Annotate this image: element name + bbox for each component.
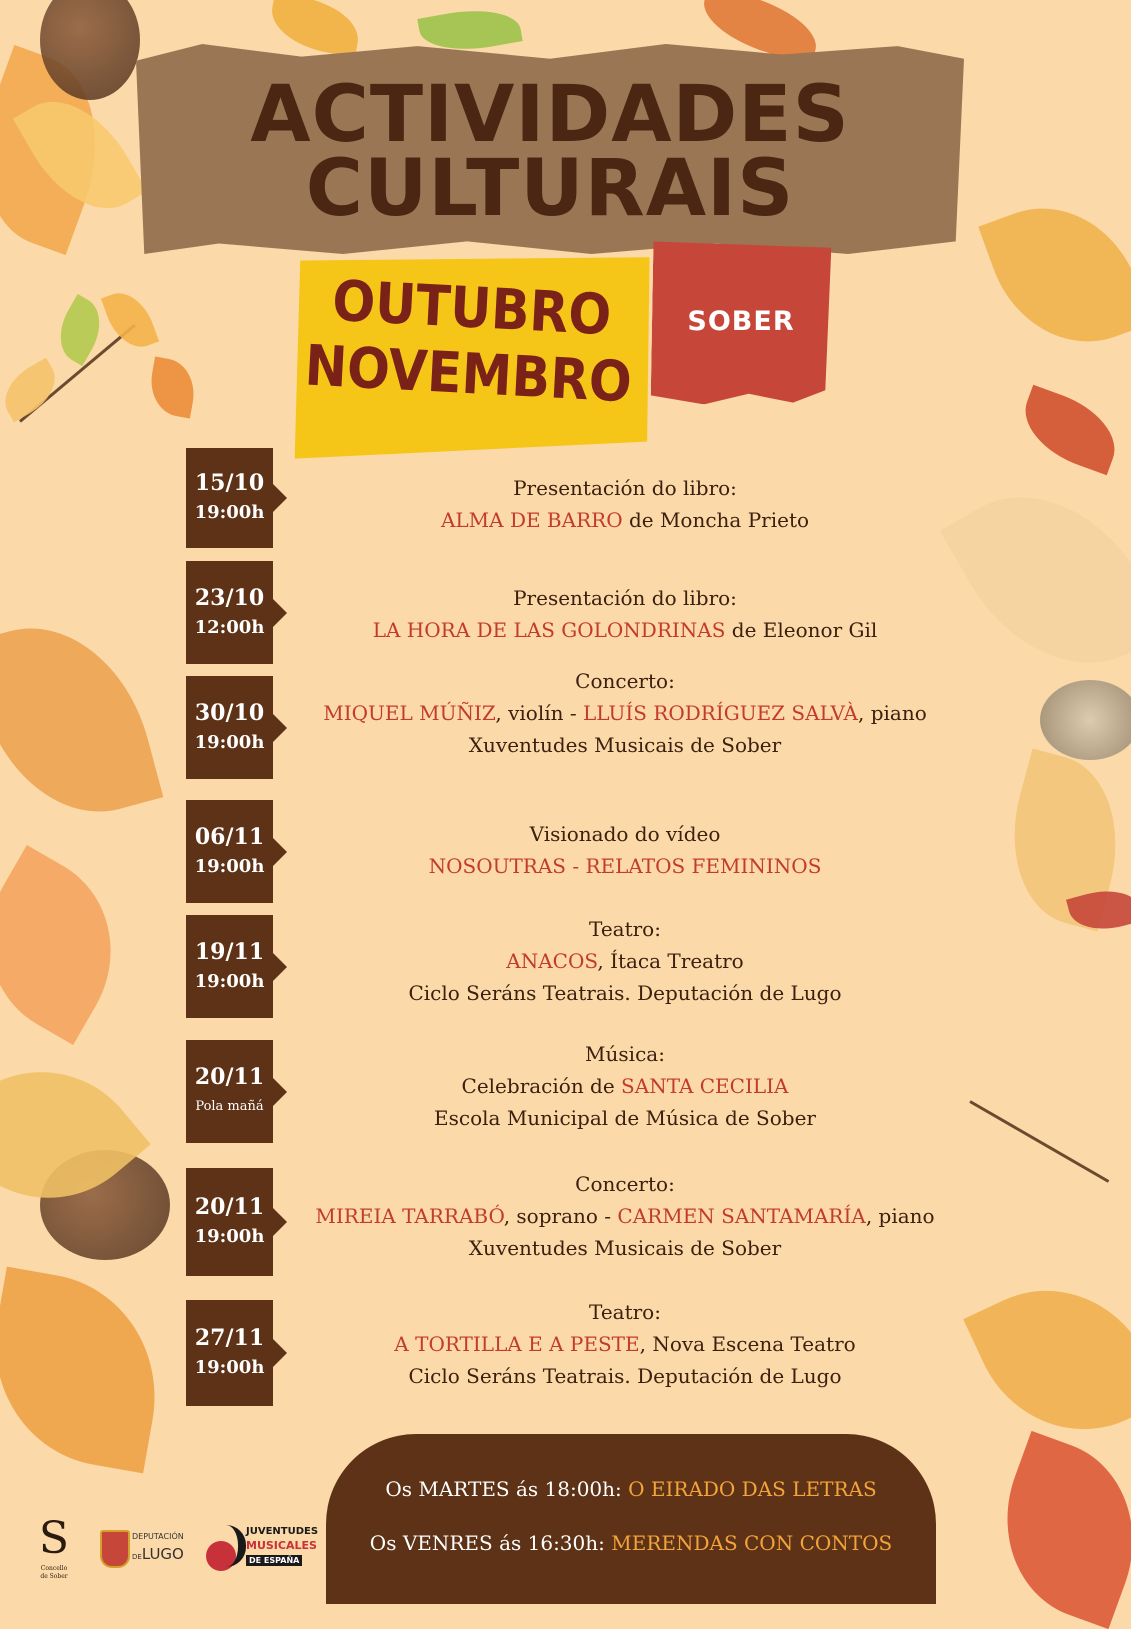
event-highlight-2: LLUÍS RODRÍGUEZ SALVÀ bbox=[583, 701, 858, 725]
concello-label-2: de Sober bbox=[40, 1573, 68, 1580]
event-date-badge bbox=[186, 1040, 273, 1143]
month-october: OUTUBRO bbox=[330, 268, 613, 349]
event-date-badge bbox=[186, 561, 273, 664]
event-highlight: A TORTILLA E A PESTE bbox=[394, 1332, 640, 1356]
event-type: Presentación do libro: bbox=[513, 476, 737, 500]
title-line-2: CULTURAIS bbox=[305, 144, 795, 234]
event-description bbox=[290, 913, 960, 1009]
event-date: 27/11 bbox=[194, 1325, 265, 1351]
month-november: NOVEMBRO bbox=[303, 333, 634, 416]
event-type: Teatro: bbox=[589, 1300, 661, 1324]
event-organizer: Escola Municipal de Música de Sober bbox=[434, 1106, 816, 1130]
event-time: 19:00h bbox=[194, 731, 265, 753]
event-date: 15/10 bbox=[194, 470, 265, 496]
page-title bbox=[136, 70, 964, 234]
event-date: 20/11 bbox=[194, 1194, 265, 1220]
event-time: 19:00h bbox=[194, 1226, 265, 1247]
event-description bbox=[290, 472, 960, 536]
recurring-activities-panel bbox=[326, 1434, 936, 1604]
event-date-badge bbox=[186, 1168, 273, 1276]
jm-label-2: MUSICALES bbox=[246, 1539, 317, 1552]
jm-note-icon bbox=[224, 1525, 246, 1567]
event-highlight: NOSOUTRAS - RELATOS FEMININOS bbox=[428, 854, 822, 878]
event-description bbox=[290, 1168, 960, 1264]
event-highlight: SANTA CECILIA bbox=[621, 1074, 789, 1098]
event-highlight: MIQUEL MÚÑIZ bbox=[323, 701, 496, 725]
recurring-line-friday bbox=[326, 1531, 936, 1555]
lugo-label bbox=[132, 1544, 184, 1563]
event-date-badge bbox=[186, 448, 273, 548]
event-date: 06/11 bbox=[194, 823, 265, 850]
event-title-line bbox=[290, 614, 960, 646]
event-detail-2: , piano bbox=[858, 701, 927, 725]
event-type: Concerto: bbox=[575, 669, 675, 693]
event-title-line bbox=[290, 850, 960, 882]
lugo-de-label: DE bbox=[132, 1553, 142, 1561]
event-organizer: Ciclo Seráns Teatrais. Deputación de Lugo bbox=[408, 1364, 842, 1388]
concello-sober-logo bbox=[32, 1513, 76, 1593]
event-time: 12:00h bbox=[194, 616, 265, 638]
event-highlight-2: CARMEN SANTAMARÍA bbox=[617, 1204, 866, 1228]
event-title-line bbox=[290, 1070, 960, 1102]
event-description bbox=[290, 665, 960, 761]
jm-label-1: JUVENTUDES bbox=[246, 1526, 319, 1537]
lugo-shield-icon bbox=[100, 1530, 130, 1568]
recurring-line-tuesday bbox=[326, 1477, 936, 1501]
event-title-line bbox=[290, 1200, 960, 1232]
event-title-line bbox=[290, 1328, 960, 1360]
title-line-1: ACTIVIDADES bbox=[250, 70, 850, 160]
event-date: 30/10 bbox=[194, 699, 265, 726]
event-time: 19:00h bbox=[194, 970, 265, 992]
event-time: 19:00h bbox=[194, 855, 265, 877]
event-description bbox=[290, 1296, 960, 1392]
event-date: 19/11 bbox=[194, 938, 265, 965]
event-time: 19:00h bbox=[194, 502, 265, 523]
event-detail: , soprano - bbox=[503, 1204, 618, 1228]
event-detail: de Moncha Prieto bbox=[622, 508, 810, 532]
event-type: Concerto: bbox=[575, 1172, 675, 1196]
event-date-badge bbox=[186, 676, 273, 779]
lugo-name-label: LUGO bbox=[141, 1545, 184, 1563]
event-highlight: ANACOS bbox=[506, 949, 598, 973]
recurring-activity-name: MERENDAS CON CONTOS bbox=[611, 1531, 893, 1555]
deputacion-lugo-logo bbox=[100, 1528, 210, 1572]
recurring-schedule: Os VENRES ás 16:30h: bbox=[369, 1531, 605, 1555]
event-organizer: Xuventudes Musicais de Sober bbox=[468, 733, 782, 757]
event-type: Teatro: bbox=[589, 917, 661, 941]
event-date-badge bbox=[186, 800, 273, 903]
event-description bbox=[290, 818, 960, 882]
event-description bbox=[290, 582, 960, 646]
event-detail: , violín - bbox=[495, 701, 583, 725]
event-description bbox=[290, 1038, 960, 1134]
place-label: SOBER bbox=[687, 306, 795, 337]
event-type: Visionado do vídeo bbox=[529, 822, 721, 846]
event-detail: de Eleonor Gil bbox=[725, 618, 878, 642]
event-highlight: ALMA DE BARRO bbox=[440, 508, 623, 532]
event-time: 19:00h bbox=[194, 1357, 265, 1378]
concello-s-glyph-icon: S bbox=[38, 1513, 70, 1564]
event-type: Música: bbox=[585, 1042, 665, 1066]
event-highlight: MIREIA TARRABÓ bbox=[315, 1204, 504, 1228]
event-date-badge bbox=[186, 1300, 273, 1406]
event-title-line bbox=[290, 697, 960, 729]
event-detail: , Ítaca Treatro bbox=[597, 949, 744, 973]
juventudes-musicales-logo bbox=[206, 1523, 319, 1583]
event-organizer: Xuventudes Musicais de Sober bbox=[468, 1236, 782, 1260]
deputacion-label: DEPUTACIÓN bbox=[132, 1532, 184, 1541]
event-date-badge bbox=[186, 915, 273, 1018]
recurring-schedule: Os MARTES ás 18:00h: bbox=[385, 1477, 622, 1501]
concello-label-1: Concello bbox=[40, 1565, 68, 1572]
jm-label-3: DE ESPAÑA bbox=[246, 1555, 302, 1566]
event-time: Pola mañá bbox=[195, 1098, 264, 1114]
event-date: 20/11 bbox=[194, 1063, 265, 1090]
event-date: 23/10 bbox=[194, 584, 265, 611]
event-detail-2: , piano bbox=[865, 1204, 935, 1228]
event-title-line bbox=[290, 945, 960, 977]
recurring-activity-name: O EIRADO DAS LETRAS bbox=[628, 1477, 877, 1501]
event-title-line bbox=[290, 504, 960, 536]
months-label bbox=[297, 267, 643, 417]
event-prefix: Celebración de bbox=[461, 1074, 622, 1098]
event-organizer: Ciclo Seráns Teatrais. Deputación de Lugo bbox=[408, 981, 842, 1005]
event-detail: , Nova Escena Teatro bbox=[639, 1332, 856, 1356]
event-type: Presentación do libro: bbox=[513, 586, 737, 610]
event-highlight: LA HORA DE LAS GOLONDRINAS bbox=[372, 618, 726, 642]
